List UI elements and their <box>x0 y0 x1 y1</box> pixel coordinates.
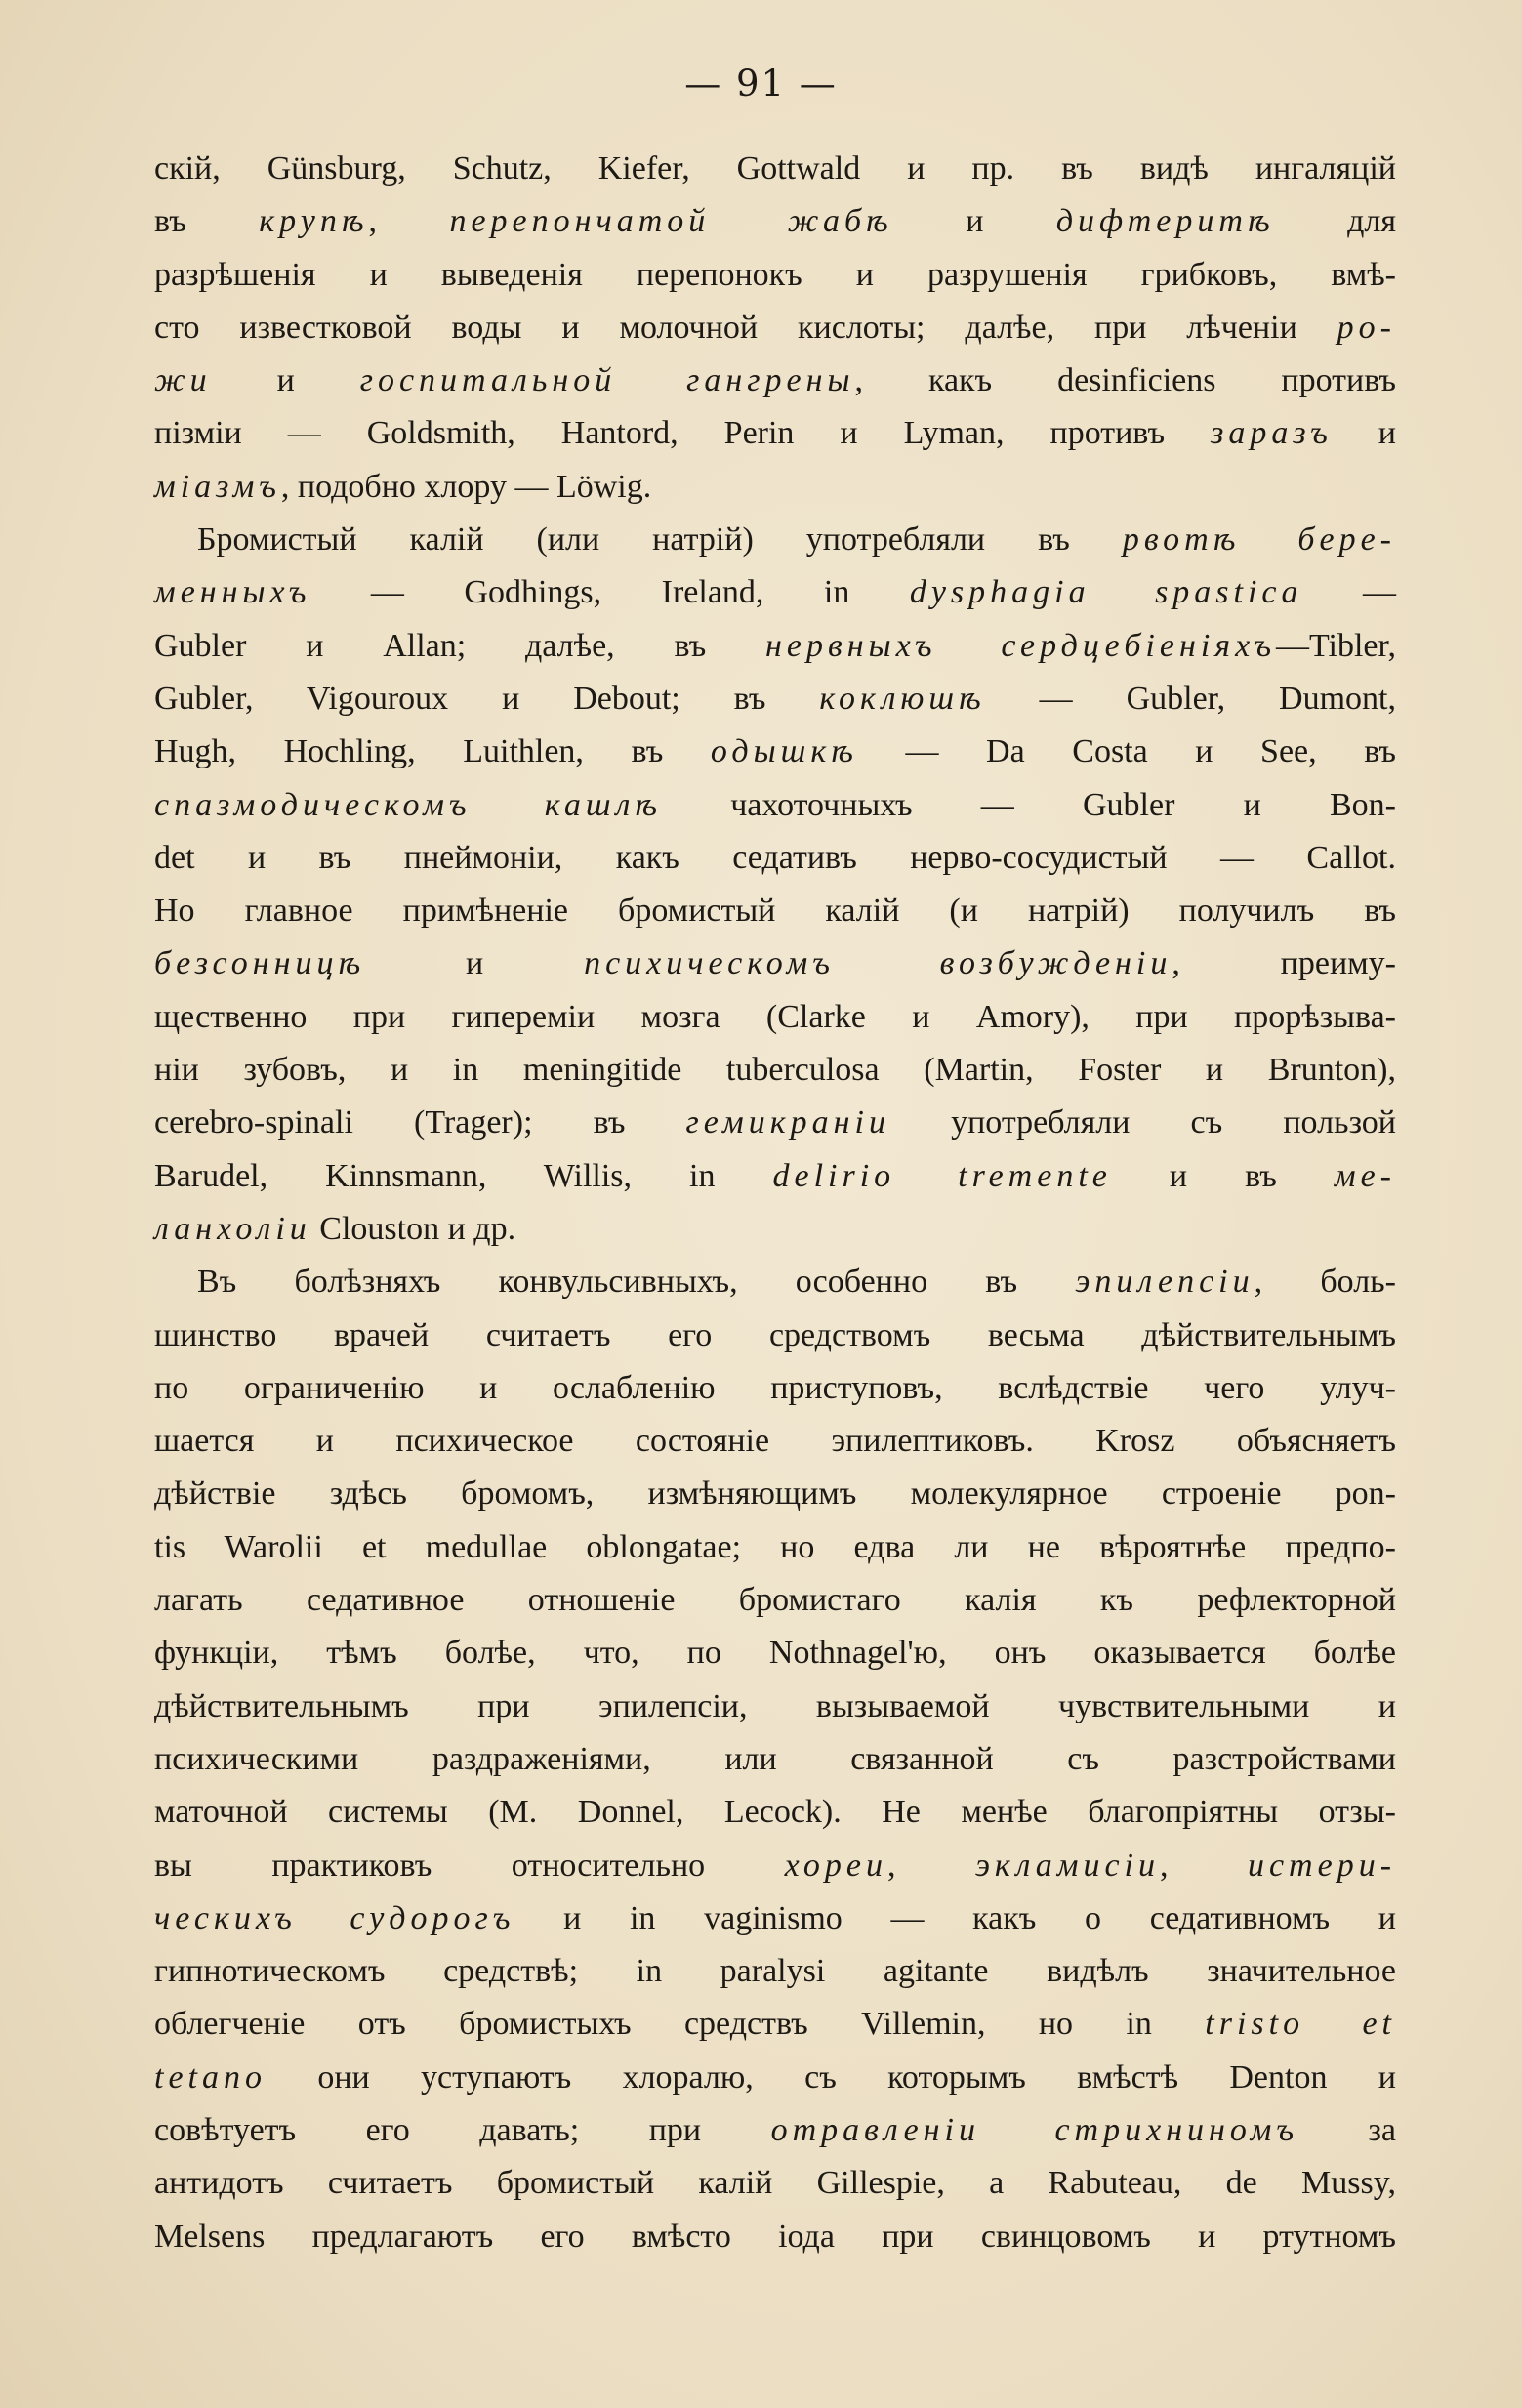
text-line <box>154 991 1396 1044</box>
text-segment: за <box>1297 2111 1396 2148</box>
text-line <box>154 1627 1396 1680</box>
emphasized-text: экламисіи <box>974 1847 1160 1884</box>
emphasized-text: ческихъ судорогъ <box>154 1899 515 1936</box>
emphasized-text: госпитальной гангрены <box>359 362 855 399</box>
text-segment: по ограниченію и ослабленію приступовъ, вслѣдствіе чего улуч- <box>154 1369 1396 1406</box>
body-text <box>154 143 1396 2263</box>
text-line <box>154 1840 1396 1892</box>
text-segment: шинство врачей считаетъ его средствомъ весьма дѣйствительнымъ <box>154 1316 1396 1353</box>
text-line <box>154 2211 1396 2263</box>
text-segment: маточной системы (M. Donnel, Lecock). Не менѣе благопріятны отзы- <box>154 1794 1396 1831</box>
text-line <box>154 2104 1396 2157</box>
text-line <box>154 1468 1396 1520</box>
text-segment: разрѣшенія и выведенія перепонокъ и разрушенія грибковъ, вмѣ- <box>154 256 1396 293</box>
text-line <box>154 1044 1396 1097</box>
text-segment: дѣйствіе здѣсь бромомъ, измѣняющимъ молекулярное строеніе pon- <box>154 1475 1396 1513</box>
text-segment: Gubler, Vigouroux и Debout; въ <box>154 680 820 717</box>
text-segment: , <box>1160 1847 1248 1884</box>
text-line <box>154 1309 1396 1362</box>
text-line <box>154 1203 1396 1256</box>
text-line <box>154 937 1396 990</box>
text-segment: , <box>886 1847 975 1884</box>
text-line <box>154 566 1396 619</box>
emphasized-text: перепончатой жабѣ <box>449 203 893 240</box>
text-segment: вы практиковъ относительно <box>154 1847 785 1884</box>
emphasized-text: коклюшѣ <box>819 680 986 717</box>
text-line <box>154 1892 1396 1945</box>
text-segment: пізміи — Goldsmith, Hantord, Perin и Lyman, противъ <box>154 415 1212 452</box>
text-segment: — Godhings, Ireland, in <box>310 574 910 611</box>
emphasized-text: безсонницѣ <box>154 945 366 982</box>
emphasized-text: спазмодическомъ кашлѣ <box>154 786 662 823</box>
text-segment: tis Warolii et medullae oblongatae; но едва ли не вѣроятнѣе предпо- <box>154 1528 1396 1565</box>
emphasized-text: ме- <box>1334 1157 1396 1194</box>
text-segment: они уступаютъ хлоралю, съ которымъ вмѣстѣ Denton и <box>266 2058 1396 2096</box>
text-line <box>154 673 1396 726</box>
emphasized-text: дифтеритѣ <box>1055 203 1275 240</box>
text-segment: , какъ desinficiens противъ <box>854 362 1396 399</box>
text-segment: чахоточныхъ — Gubler и Bon- <box>662 786 1396 823</box>
emphasized-text: dysphagia spastica <box>909 574 1303 611</box>
text-line <box>154 1521 1396 1574</box>
text-line <box>154 1150 1396 1203</box>
text-segment: cerebro-spinali (Trager); въ <box>154 1104 686 1142</box>
emphasized-text: менныхъ <box>154 574 311 611</box>
text-segment: , подобно хлору — Löwig. <box>280 468 652 505</box>
emphasized-text: нервныхъ сердцебіеніяхъ <box>765 627 1276 664</box>
text-segment: для <box>1274 203 1396 240</box>
text-segment: Melsens предлагаютъ его вмѣсто іода при свинцовомъ и ртутномъ <box>154 2218 1396 2255</box>
text-segment: шается и психическое состояніе эпилептиковъ. Krosz объясняетъ <box>154 1423 1396 1460</box>
text-segment: щественно при гипереміи мозга (Clarke и Amory), при прорѣзыва- <box>154 998 1396 1035</box>
emphasized-text: tristo et <box>1205 2006 1396 2043</box>
text-segment: , преиму- <box>1172 945 1396 982</box>
emphasized-text: ро- <box>1337 309 1396 346</box>
page-number: — 91 — <box>684 62 838 104</box>
text-segment: — Da Costa и See, въ <box>857 733 1397 770</box>
emphasized-text: эпилепсіи <box>1075 1264 1255 1301</box>
text-line <box>154 2052 1396 2104</box>
text-segment: Бромистый калій (или натрій) употребляли въ <box>197 521 1123 559</box>
text-line <box>154 302 1396 354</box>
text-segment: употребляли съ пользой <box>889 1104 1396 1142</box>
text-segment: и <box>892 203 1056 240</box>
text-line <box>154 249 1396 302</box>
emphasized-text: истери- <box>1247 1847 1397 1884</box>
text-segment: Clouston и др. <box>310 1210 516 1247</box>
text-line <box>154 620 1396 673</box>
text-line <box>154 1945 1396 1998</box>
text-segment: Hugh, Hochling, Luithlen, въ <box>154 733 711 770</box>
text-segment: Въ болѣзняхъ конвульсивныхъ, особенно въ <box>197 1264 1076 1301</box>
emphasized-text: рвотѣ бере- <box>1122 521 1396 559</box>
text-segment: —Tibler, <box>1275 627 1396 664</box>
text-segment: антидотъ считаетъ бромистый калій Gillespie, а Rabuteau, de Mussy, <box>154 2165 1396 2202</box>
text-segment: облегченіе отъ бромистыхъ средствъ Villemin, но in <box>154 2006 1206 2043</box>
text-line <box>154 1097 1396 1149</box>
text-segment: и <box>211 362 360 399</box>
emphasized-text: заразъ <box>1211 415 1333 452</box>
text-segment: и <box>365 945 585 982</box>
text-segment: совѣтуетъ его давать; при <box>154 2111 771 2148</box>
text-line <box>154 407 1396 460</box>
text-segment: Но главное примѣненіе бромистый калій (и натрій) получилъ въ <box>154 893 1396 930</box>
text-segment: лагать седативное отношеніе бромистаго калія къ рефлекторной <box>154 1582 1396 1619</box>
text-line <box>154 1733 1396 1786</box>
text-segment: гипнотическомъ средствѣ; in paralysi agitante видѣлъ значительное <box>154 1953 1396 1990</box>
text-segment: дѣйствительнымъ при эпилепсіи, вызываемой чувствительными и <box>154 1687 1396 1724</box>
text-segment: психическими раздраженіями, или связанной съ разстройствами <box>154 1740 1396 1777</box>
emphasized-text: отравленіи стрихниномъ <box>770 2111 1298 2148</box>
text-segment: Barudel, Kinnsmann, Willis, in <box>154 1157 773 1194</box>
text-line <box>154 779 1396 832</box>
text-line <box>154 461 1396 514</box>
text-line <box>154 726 1396 778</box>
text-line <box>154 2157 1396 2210</box>
text-line <box>154 514 1396 566</box>
emphasized-text: delirio tremente <box>772 1157 1112 1194</box>
text-segment: det и въ пнеймоніи, какъ седативъ нерво-сосудистый — Callot. <box>154 839 1396 876</box>
text-segment: Gubler и Allan; далѣе, въ <box>154 627 766 664</box>
text-segment: , <box>368 203 450 240</box>
emphasized-text: одышкѣ <box>710 733 858 770</box>
text-segment: и in vaginismo — какъ о седативномъ и <box>514 1899 1396 1936</box>
paragraph <box>154 514 1396 1256</box>
emphasized-text: tetano <box>154 2058 267 2096</box>
text-line <box>154 1681 1396 1733</box>
text-segment: , боль- <box>1254 1264 1396 1301</box>
emphasized-text: жи <box>154 362 212 399</box>
text-segment: функціи, тѣмъ болѣе, что, по Nothnagel'ю, онъ оказывается болѣе <box>154 1635 1396 1672</box>
text-line <box>154 1256 1396 1308</box>
text-line <box>154 195 1396 248</box>
text-line <box>154 1362 1396 1415</box>
paragraph <box>154 1256 1396 2263</box>
text-segment: и <box>1332 415 1396 452</box>
text-line <box>154 1786 1396 1839</box>
paragraph <box>154 143 1396 514</box>
emphasized-text: хореи <box>784 1847 887 1884</box>
text-line <box>154 354 1396 407</box>
text-line <box>154 1574 1396 1627</box>
emphasized-text: гемикраніи <box>685 1104 890 1142</box>
text-segment: скій, Günsburg, Schutz, Kiefer, Gottwald и пр. въ видѣ ингаляцій <box>154 150 1396 187</box>
emphasized-text: психическомъ возбужденіи <box>584 945 1172 982</box>
text-segment: — <box>1302 574 1397 611</box>
emphasized-text: міазмъ <box>154 468 281 505</box>
text-line <box>154 143 1396 195</box>
text-segment: сто известковой воды и молочной кислоты; далѣе, при лѣченіи <box>154 309 1337 346</box>
emphasized-text: ланхоліи <box>154 1210 311 1247</box>
text-line <box>154 1415 1396 1468</box>
text-line <box>154 832 1396 885</box>
text-line <box>154 1998 1396 2051</box>
text-segment: въ <box>154 203 260 240</box>
text-segment: и въ <box>1111 1157 1335 1194</box>
text-segment: ніи зубовъ, и in meningitide tuberculosa (Martin, Foster и Brunton), <box>154 1052 1396 1089</box>
text-segment: — Gubler, Dumont, <box>985 680 1396 717</box>
text-line <box>154 885 1396 937</box>
emphasized-text: крупѣ <box>259 203 369 240</box>
